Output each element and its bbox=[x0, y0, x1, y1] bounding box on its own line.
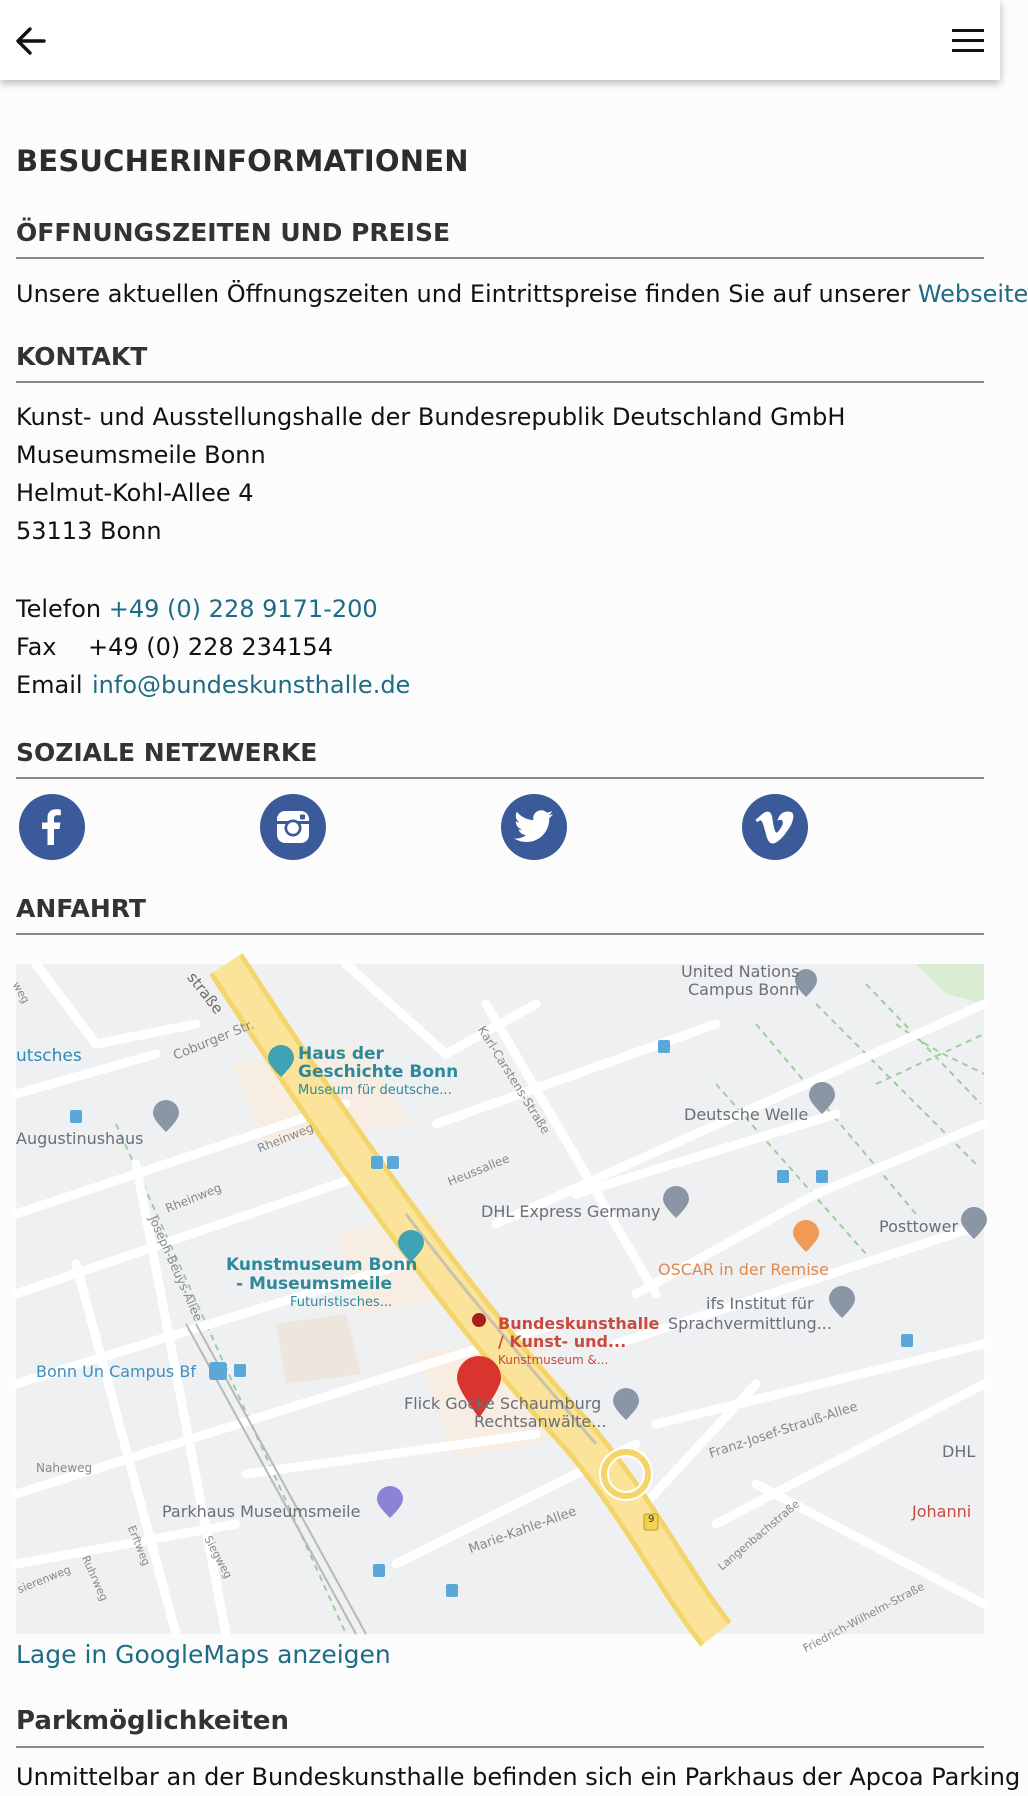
map-label: Deutsche Welle bbox=[684, 1105, 809, 1124]
map-label: Karl-Carstens-Straße bbox=[474, 1023, 553, 1137]
map-label: Futuristisches... bbox=[290, 1295, 393, 1310]
back-button[interactable] bbox=[14, 24, 48, 58]
map-label: sierenweg bbox=[15, 1562, 73, 1597]
map-label: Parkhaus Museumsmeile bbox=[162, 1502, 361, 1521]
map-label: DHL bbox=[942, 1442, 976, 1461]
map-label: Rheinweg bbox=[163, 1180, 224, 1216]
map-label: Campus Bonn bbox=[688, 980, 800, 999]
map-label: Erftweg bbox=[124, 1523, 153, 1568]
vimeo-button[interactable] bbox=[742, 794, 808, 860]
top-app-bar bbox=[0, 0, 1000, 80]
map-label: utsches bbox=[16, 1046, 82, 1066]
map-label: Kunstmuseum &... bbox=[498, 1353, 609, 1367]
map-label-route: 9 bbox=[648, 1514, 655, 1525]
fax-label: Fax bbox=[16, 633, 57, 661]
map-label: Posttower bbox=[879, 1217, 959, 1236]
instagram-button[interactable] bbox=[260, 794, 326, 860]
map-label: Heussallee bbox=[445, 1151, 512, 1189]
contact-address bbox=[16, 398, 845, 550]
map-label: Langenbachstraße bbox=[715, 1497, 803, 1574]
google-maps-link[interactable]: Lage in GoogleMaps anzeigen bbox=[16, 1640, 391, 1669]
map-label: Naheweg bbox=[36, 1461, 93, 1475]
email-label: Email bbox=[16, 671, 83, 699]
phone-row bbox=[16, 590, 410, 628]
map-label: ifs Institut für bbox=[706, 1294, 814, 1313]
map-label: Siegweg bbox=[201, 1533, 235, 1581]
facebook-button[interactable] bbox=[19, 794, 85, 860]
email-link[interactable]: info@bundeskunsthalle.de bbox=[92, 671, 411, 699]
twitter-icon bbox=[513, 809, 555, 845]
contact-details bbox=[16, 590, 410, 704]
section-heading-social: SOZIALE NETZWERKE bbox=[16, 738, 984, 779]
map-label: Rechtsanwälte... bbox=[474, 1412, 607, 1431]
menu-button[interactable] bbox=[950, 26, 986, 56]
map-label: Flick Gocke Schaumburg bbox=[404, 1394, 602, 1413]
website-link[interactable]: Webseite bbox=[917, 280, 1028, 308]
map-label: Geschichte Bonn bbox=[298, 1062, 459, 1082]
page-title: BESUCHERINFORMATIONEN bbox=[16, 144, 469, 178]
map-label: Kunstmuseum Bonn bbox=[226, 1255, 418, 1275]
hamburger-menu-icon bbox=[950, 26, 986, 56]
map-label: United Nations bbox=[681, 962, 800, 981]
address-line: Helmut-Kohl-Allee 4 bbox=[16, 479, 254, 507]
map-label: Sprachvermittlung... bbox=[668, 1314, 832, 1333]
hours-text bbox=[16, 275, 1028, 313]
map-label: Museum für deutsche... bbox=[298, 1083, 452, 1098]
section-heading-contact: KONTAKT bbox=[16, 342, 984, 383]
vimeo-icon bbox=[755, 809, 795, 845]
phone-label: Telefon bbox=[16, 595, 102, 623]
parking-text: Unmittelbar an der Bundeskunsthalle befinden sich ein Parkhaus der Apcoa Parking bbox=[16, 1763, 1021, 1791]
map-label: Friedrich-Wilhelm-Straße bbox=[800, 1579, 927, 1656]
hours-text-body: Unsere aktuellen Öffnungszeiten und Eintrittspreise finden Sie auf unserer bbox=[16, 280, 918, 308]
fax-row bbox=[16, 628, 410, 666]
map-label: - Museumsmeile bbox=[236, 1274, 393, 1294]
phone-link[interactable]: +49 (0) 228 9171-200 bbox=[108, 595, 378, 623]
map-label: Johanni bbox=[912, 1502, 972, 1521]
map-label: DHL Express Germany bbox=[481, 1202, 661, 1221]
map-label: OSCAR in der Remise bbox=[658, 1260, 829, 1279]
email-row bbox=[16, 666, 410, 704]
map-label: Augustinushaus bbox=[16, 1129, 144, 1148]
map-label: weg bbox=[9, 979, 33, 1006]
social-links bbox=[16, 794, 984, 862]
map-label: straße bbox=[183, 968, 227, 1018]
map-label: Ruhrweg bbox=[79, 1553, 111, 1604]
map-label: Joseph-Beuys-Allee bbox=[146, 1213, 206, 1324]
section-heading-parking: Parkmöglichkeiten bbox=[16, 1706, 984, 1748]
address-line: Kunst- und Ausstellungshalle der Bundesrepublik Deutschland GmbH bbox=[16, 403, 846, 431]
twitter-button[interactable] bbox=[501, 794, 567, 860]
map-label: Rheinweg bbox=[255, 1120, 316, 1156]
map-label: Bundeskunsthalle bbox=[498, 1314, 660, 1333]
map-label: Haus der bbox=[298, 1044, 384, 1064]
address-line: Museumsmeile Bonn bbox=[16, 441, 266, 469]
map-label: Bonn Un Campus Bf bbox=[36, 1362, 196, 1381]
map-label: Franz-Josef-Strauß-Allee bbox=[707, 1399, 860, 1462]
section-heading-hours: ÖFFNUNGSZEITEN UND PREISE bbox=[16, 218, 984, 259]
section-heading-directions: ANFAHRT bbox=[16, 894, 984, 935]
arrow-left-icon bbox=[14, 24, 48, 58]
facebook-icon bbox=[32, 807, 72, 847]
instagram-icon bbox=[274, 808, 312, 846]
map-label: / Kunst- und... bbox=[498, 1332, 627, 1351]
address-line: 53113 Bonn bbox=[16, 517, 162, 545]
map-label: Coburger Str. bbox=[171, 1017, 257, 1064]
fax-number: +49 (0) 228 234154 bbox=[88, 633, 333, 661]
map-label: Marie-Kahle-Allee bbox=[466, 1504, 579, 1557]
